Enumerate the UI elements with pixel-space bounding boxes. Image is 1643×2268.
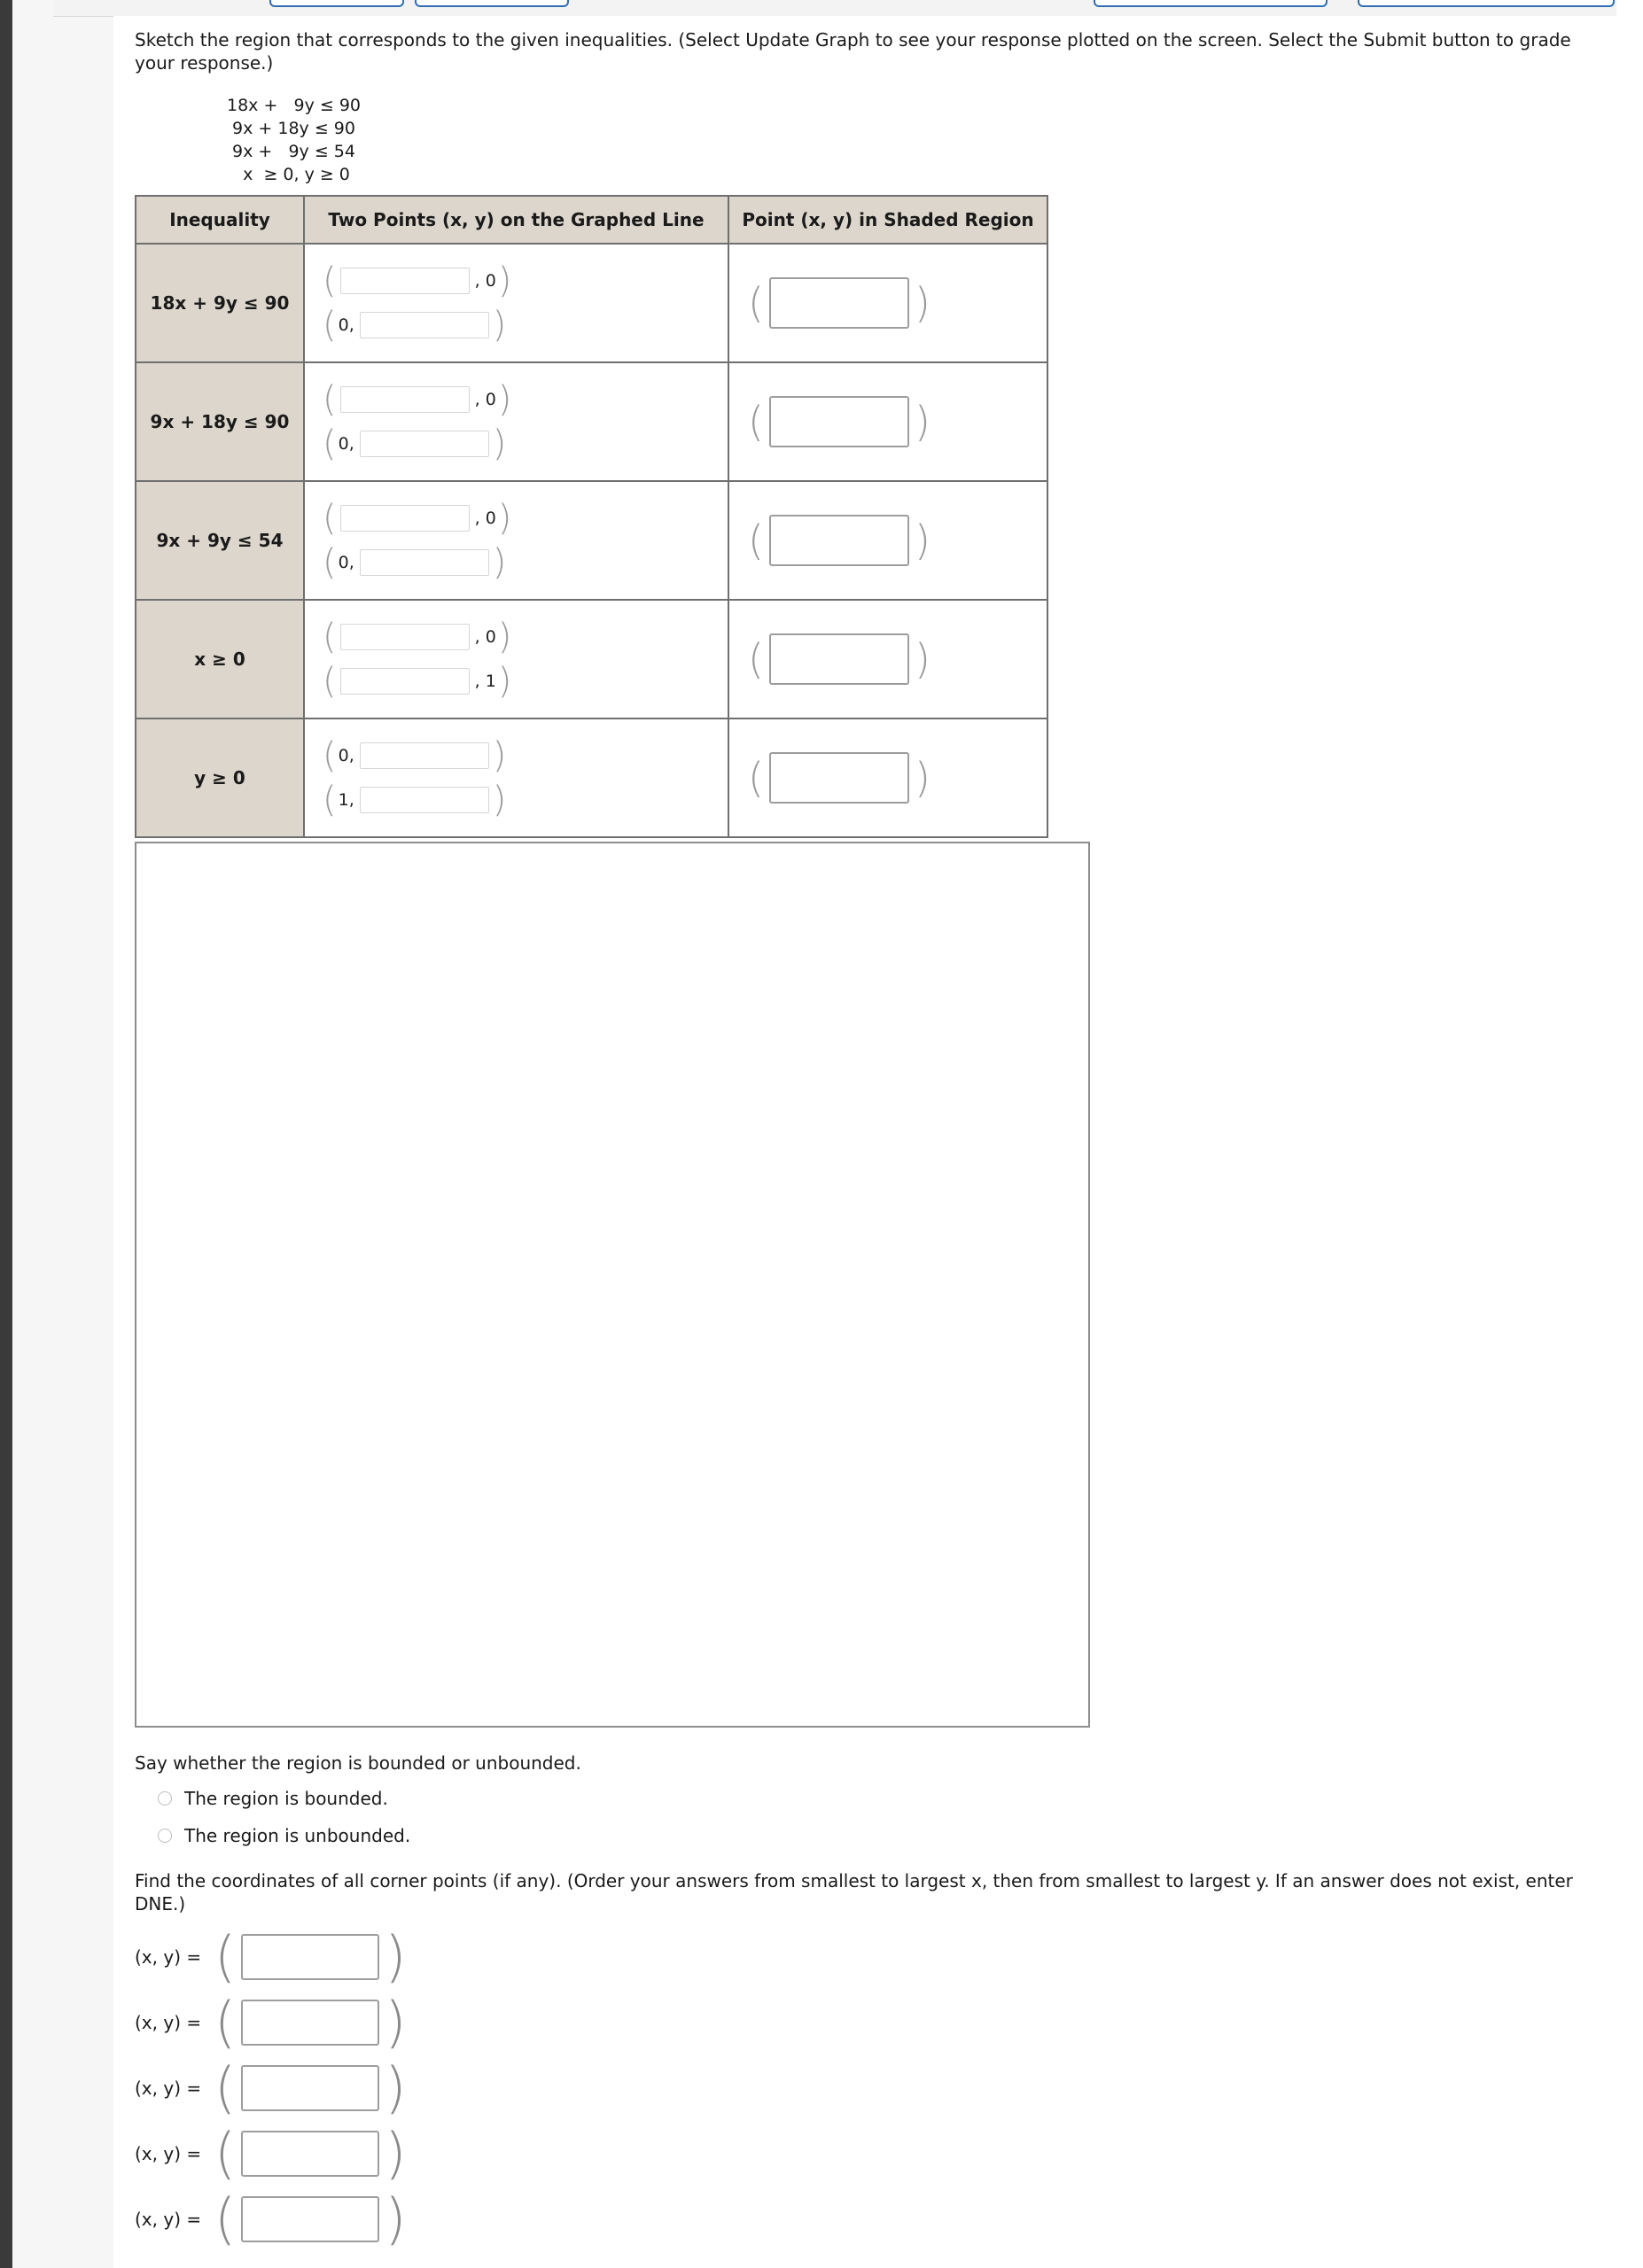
shaded-point-cell [728, 481, 1047, 600]
corner-point-row [135, 2055, 407, 2120]
shaded-point-cell [728, 244, 1047, 362]
open-paren: ( [748, 517, 764, 564]
system-line: x ≥ 0, y ≥ 0 [227, 165, 350, 184]
open-paren: ( [323, 423, 337, 464]
line-points-cell [304, 362, 728, 481]
toolbar-button-1[interactable] [269, 0, 404, 7]
table-row [136, 362, 1047, 481]
close-paren: ) [492, 780, 507, 820]
open-paren: ( [214, 2121, 237, 2186]
point-1 [323, 734, 727, 778]
point-2 [323, 303, 727, 347]
column-header: Point (x, y) in Shaded Region [728, 196, 1047, 244]
y-intercept-input[interactable] [360, 312, 489, 338]
close-paren: ) [385, 1924, 407, 1989]
point-2 [323, 540, 727, 585]
close-paren: ) [914, 279, 931, 327]
column-header: Two Points (x, y) on the Graphed Line [304, 196, 728, 244]
table-row [136, 481, 1047, 600]
option-label: The region is unbounded. [184, 1825, 411, 1846]
fixed-coordinate: , 0 [474, 271, 496, 291]
close-paren: ) [385, 2121, 407, 2186]
shaded-point-cell [728, 600, 1047, 718]
radio-button[interactable] [158, 1791, 172, 1806]
point-1 [323, 377, 727, 422]
close-paren: ) [497, 661, 512, 702]
inequality-label: x ≥ 0 [136, 600, 304, 718]
shaded-point-input[interactable] [769, 515, 909, 566]
fixed-coordinate: 0, [338, 434, 354, 454]
toolbar-button-3[interactable] [1094, 0, 1328, 7]
inequality-label: 9x + 18y ≤ 90 [136, 362, 304, 481]
instructions: Sketch the region that corresponds to the given inequalities. (Select Update Graph to see your response plotted on the screen. Select the Submit button to grade your response.) [135, 29, 1571, 74]
y-coordinate-input[interactable] [360, 742, 489, 769]
option-unbounded[interactable] [158, 1825, 410, 1846]
toolbar-button-2[interactable] [415, 0, 569, 7]
system-line: 18x + 9y ≤ 90 [227, 96, 362, 115]
open-paren: ( [323, 260, 337, 301]
close-paren: ) [497, 617, 512, 657]
open-paren: ( [214, 1990, 237, 2054]
window-edge [0, 0, 12, 2268]
close-paren: ) [914, 754, 931, 802]
table-row [136, 244, 1047, 362]
open-paren: ( [748, 635, 764, 683]
system-line: 9x + 18y ≤ 90 [227, 119, 355, 138]
point-2 [323, 778, 727, 822]
table-header-row [136, 196, 1047, 244]
y-intercept-input[interactable] [360, 549, 489, 576]
shaded-point-input[interactable] [769, 277, 909, 329]
close-paren: ) [497, 379, 512, 420]
corner-point-row [135, 1924, 407, 1989]
shaded-point-cell [728, 718, 1047, 837]
open-paren: ( [214, 2186, 237, 2251]
open-paren: ( [323, 542, 337, 583]
close-paren: ) [497, 498, 512, 539]
point-1 [323, 615, 727, 659]
open-paren: ( [748, 754, 764, 802]
point-2 [323, 422, 727, 466]
shaded-point-cell [728, 362, 1047, 481]
open-paren: ( [323, 661, 337, 702]
corner-label: (x, y) = [135, 1946, 202, 1968]
inequality-system [227, 94, 361, 186]
open-paren: ( [323, 498, 337, 539]
fixed-coordinate: 0, [338, 746, 354, 765]
close-paren: ) [497, 260, 512, 301]
close-paren: ) [492, 305, 507, 346]
x-coordinate-input[interactable] [340, 668, 470, 695]
corner-label: (x, y) = [135, 2143, 202, 2164]
close-paren: ) [385, 2186, 407, 2251]
point-1 [323, 259, 727, 303]
corner-point-input[interactable] [241, 2131, 379, 2177]
fixed-coordinate: , 0 [474, 627, 496, 647]
fixed-coordinate: 1, [338, 790, 354, 810]
corner-point-input[interactable] [241, 1934, 379, 1980]
close-paren: ) [492, 423, 507, 464]
close-paren: ) [492, 542, 507, 583]
corner-label: (x, y) = [135, 2078, 202, 2099]
open-paren: ( [323, 379, 337, 420]
fixed-coordinate: , 0 [474, 509, 496, 528]
corner-label: (x, y) = [135, 2012, 202, 2033]
shaded-point-input[interactable] [769, 396, 909, 447]
corner-point-input[interactable] [241, 2000, 379, 2046]
inequality-label: y ≥ 0 [136, 718, 304, 837]
y-coordinate-input[interactable] [360, 787, 489, 813]
close-paren: ) [914, 517, 931, 564]
open-paren: ( [323, 305, 337, 346]
column-header: Inequality [136, 196, 304, 244]
x-intercept-input[interactable] [340, 268, 470, 294]
corner-point-input[interactable] [241, 2196, 379, 2242]
open-paren: ( [214, 1924, 237, 1989]
line-points-cell [304, 600, 728, 718]
close-paren: ) [492, 735, 507, 776]
x-intercept-input[interactable] [340, 505, 470, 532]
open-paren: ( [323, 617, 337, 657]
option-bounded[interactable] [158, 1788, 388, 1809]
corner-question: Find the coordinates of all corner points (if any). (Order your answers from smallest to largest x, then from smallest to largest y. If an answer does not exist, enter DNE.) [135, 1870, 1573, 1915]
y-intercept-input[interactable] [360, 431, 489, 457]
table-row [136, 600, 1047, 718]
open-paren: ( [748, 398, 764, 446]
inequality-table [135, 195, 1048, 838]
inequality-label: 18x + 9y ≤ 90 [136, 244, 304, 362]
point-1 [323, 496, 727, 540]
table-row [136, 718, 1047, 837]
question-panel [113, 16, 1616, 2268]
option-label: The region is bounded. [184, 1788, 388, 1809]
system-line: 9x + 9y ≤ 54 [227, 142, 355, 161]
line-points-cell [304, 718, 728, 837]
close-paren: ) [914, 398, 931, 446]
close-paren: ) [914, 635, 931, 683]
bounded-question: Say whether the region is bounded or unbounded. [135, 1752, 581, 1774]
line-points-cell [304, 481, 728, 600]
fixed-coordinate: , 1 [474, 672, 496, 691]
inequality-label: 9x + 9y ≤ 54 [136, 481, 304, 600]
corner-point-row [135, 2186, 407, 2251]
radio-button[interactable] [158, 1829, 172, 1843]
point-2 [323, 659, 727, 703]
toolbar-button-4[interactable] [1358, 0, 1615, 7]
open-paren: ( [323, 735, 337, 776]
corner-label: (x, y) = [135, 2209, 202, 2230]
corner-point-row [135, 2121, 407, 2186]
x-intercept-input[interactable] [340, 386, 470, 413]
close-paren: ) [385, 1990, 407, 2054]
open-paren: ( [323, 780, 337, 820]
fixed-coordinate: , 0 [474, 390, 496, 409]
open-paren: ( [748, 279, 764, 327]
fixed-coordinate: 0, [338, 553, 354, 572]
close-paren: ) [385, 2055, 407, 2120]
shaded-point-input[interactable] [769, 752, 909, 804]
corner-point-input[interactable] [241, 2065, 379, 2111]
top-toolbar [53, 0, 1616, 17]
corner-point-row [135, 1990, 407, 2054]
fixed-coordinate: 0, [338, 315, 354, 335]
graph-area[interactable] [135, 842, 1090, 1728]
x-coordinate-input[interactable] [340, 624, 470, 650]
open-paren: ( [214, 2055, 237, 2120]
left-gutter [12, 0, 114, 2268]
line-points-cell [304, 244, 728, 362]
shaded-point-input[interactable] [769, 633, 909, 685]
